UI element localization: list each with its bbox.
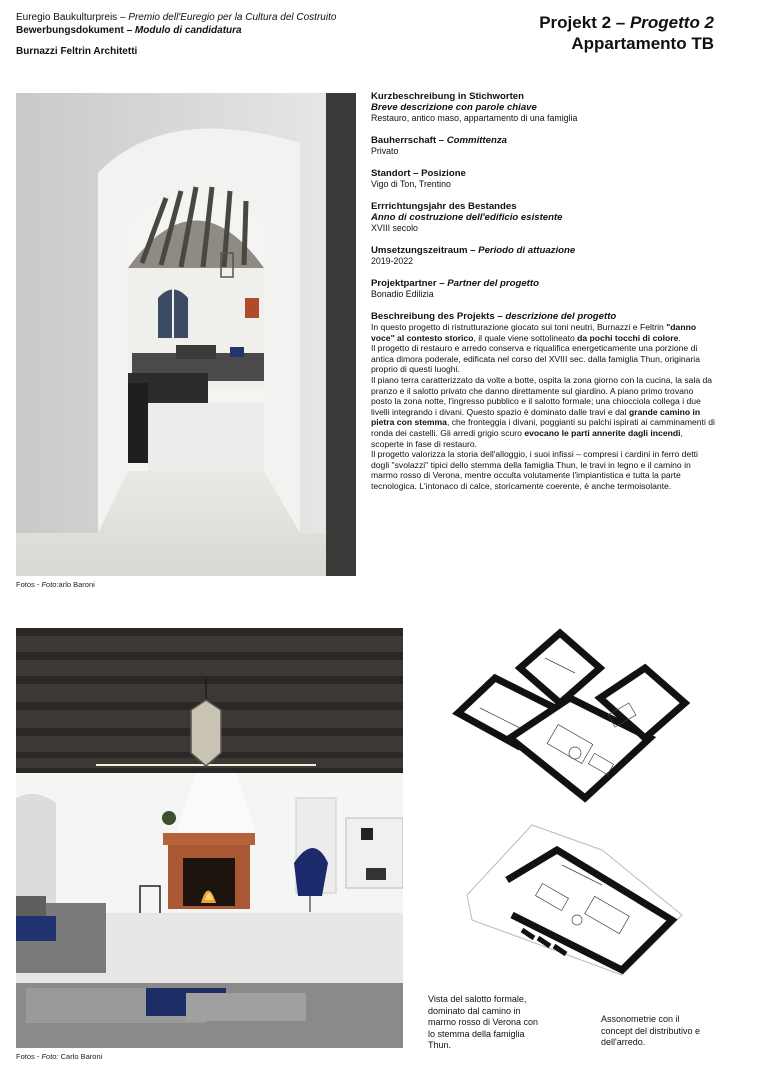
award-line: Euregio Baukulturpreis – Premio dell'Euregio per la Cultura del Costruito: [16, 12, 337, 23]
axonometric-lower: [462, 820, 687, 982]
description-paragraph-1: In questo progetto di ristrutturazione giocato sui toni neutri, Burnazzi e Feltrin "danno voce" al contesto storico, il quale viene sottolineato da pochi tocchi di colore.: [371, 322, 697, 343]
project-name: Appartamento TB: [571, 34, 714, 53]
document-line: Bewerbungsdokument – Modulo di candidatura: [16, 24, 242, 36]
photo-credit-1: Fotos - Foto:arlo Baroni: [16, 580, 95, 589]
section-client: Bauherrschaft – Committenza Privato: [371, 135, 507, 156]
header-left: [16, 12, 336, 59]
axonometry-plan-lower: [462, 820, 687, 982]
caption-axonometry: Assonometrie con il concept del distributivo e dell'arredo.: [601, 1014, 701, 1047]
doorway-illustration: [16, 93, 356, 576]
section-period: Umsetzungszeitraum – Periodo di attuazione 2019-2022: [371, 245, 576, 266]
axonometric-upper: [450, 628, 690, 813]
section-year: Errrichtungsjahr des Bestandes Anno di costruzione dell'edificio esistente XVIII secolo: [371, 201, 563, 233]
header-right: [539, 12, 714, 54]
architect-name: Burnazzi Feltrin Architetti: [16, 46, 138, 57]
section-partner: Projektpartner – Partner del progetto Bonadio Edilizia: [371, 278, 539, 299]
axonometry-plan-upper: [450, 628, 690, 813]
description-paragraph-2: Il progetto di restauro e arredo conserva e riqualifica energeticamente una porzione di antica dimora poderale, edificata nel corso del XVIII sec. dalla famiglia Thun, originaria proprio di questi luoghi.: [371, 343, 700, 375]
photo-credit-2: Fotos - Foto: Carlo Baroni: [16, 1052, 103, 1061]
living-room-illustration: [16, 628, 403, 1048]
section-location: Standort – Posizione Vigo di Ton, Trentino: [371, 168, 466, 189]
section-description: Beschreibung des Projekts – descrizione del progetto In questo progetto di ristrutturazione giocato sui toni neutri, Burnazzi e Feltrin "danno voce" al contesto storico, il quale viene sottolineato da pochi tocchi di colore. Il progetto di restauro e arredo conserva e riqualifica energeticamente una porzione di antica dimora poderale, edificata nel corso del XVIII sec. dalla famiglia Thun, originaria proprio di questi luoghi. Il piano terra caratterizzato da volte a botte, ospita la zona giorno con la cucina, la sala da pranzo e il salotto privato che danno direttamente sul giardino. A piano primo trovano posto la zona notte, l'ingresso pubblico e il salotto formale; una chiocciola collega i due livelli integrando i divani. Questo spazio è dominato dalle travi e dal grande camino in pietra con stemma, che fronteggia i divani, poggianti su palchi ispirati ai camminamenti di ronda dei castelli. Gli arredi grigio scuro evocano le parti annerite dagli incendi, scoperte in fase di restauro. Il progetto valorizza la storia dell'alloggio, i suoi infissi – compresi i cardini in ferro detti dogli "svolazzi" tipici dello stemma della famiglia Thun, le travi in legno e il camino in marmo rosso di Verona, mentre occulta volutamente l'impiantistica e tutta la parte tecnologica. L'intonaco di calce, storicamente coerente, è anche termoisolante.: [371, 311, 715, 491]
caption-salotto: Vista del salotto formale, dominato dal camino in marmo rosso di Verona con lo stemma della famiglia Thun.: [428, 994, 539, 1050]
description-paragraph-3: Il piano terra caratterizzato da volte a botte, ospita la zona giorno con la cucina, la sala da pranzo e il salotto privato che danno direttamente sul giardino. A piano primo trovano posto la zona notte, l'ingresso pubblico e il salotto formale; una chiocciola collega i due livelli integrando i divani. Questo spazio è dominato dalle travi e dal grande camino in pietra con stemma, che fronteggia i divani, poggianti su palchi ispirati ai camminamenti di ronda dei castelli. Gli arredi grigio scuro evocano le parti annerite dagli incendi, scoperte in fase di restauro.: [371, 374, 715, 449]
photo-living-room: [16, 628, 403, 1048]
photo-doorway: [16, 93, 356, 576]
project-title: Projekt 2 – Progetto 2: [539, 13, 714, 32]
section-keywords: Kurzbeschreibung in Stichworten Breve descrizione con parole chiave Restauro, antico maso, appartamento di una famiglia: [371, 91, 578, 123]
project-info: [371, 91, 716, 503]
description-paragraph-4: Il progetto valorizza la storia dell'alloggio, i suoi infissi – compresi i cardini in ferro detti dogli "svolazzi" tipici dello stemma della famiglia Thun, le travi in legno e il camino in marmo rosso di Verona, mentre occulta volutamente l'impiantistica e tutta la parte tecnologica. L'intonaco di calce, storicamente coerente, è anche termoisolante.: [371, 449, 698, 491]
